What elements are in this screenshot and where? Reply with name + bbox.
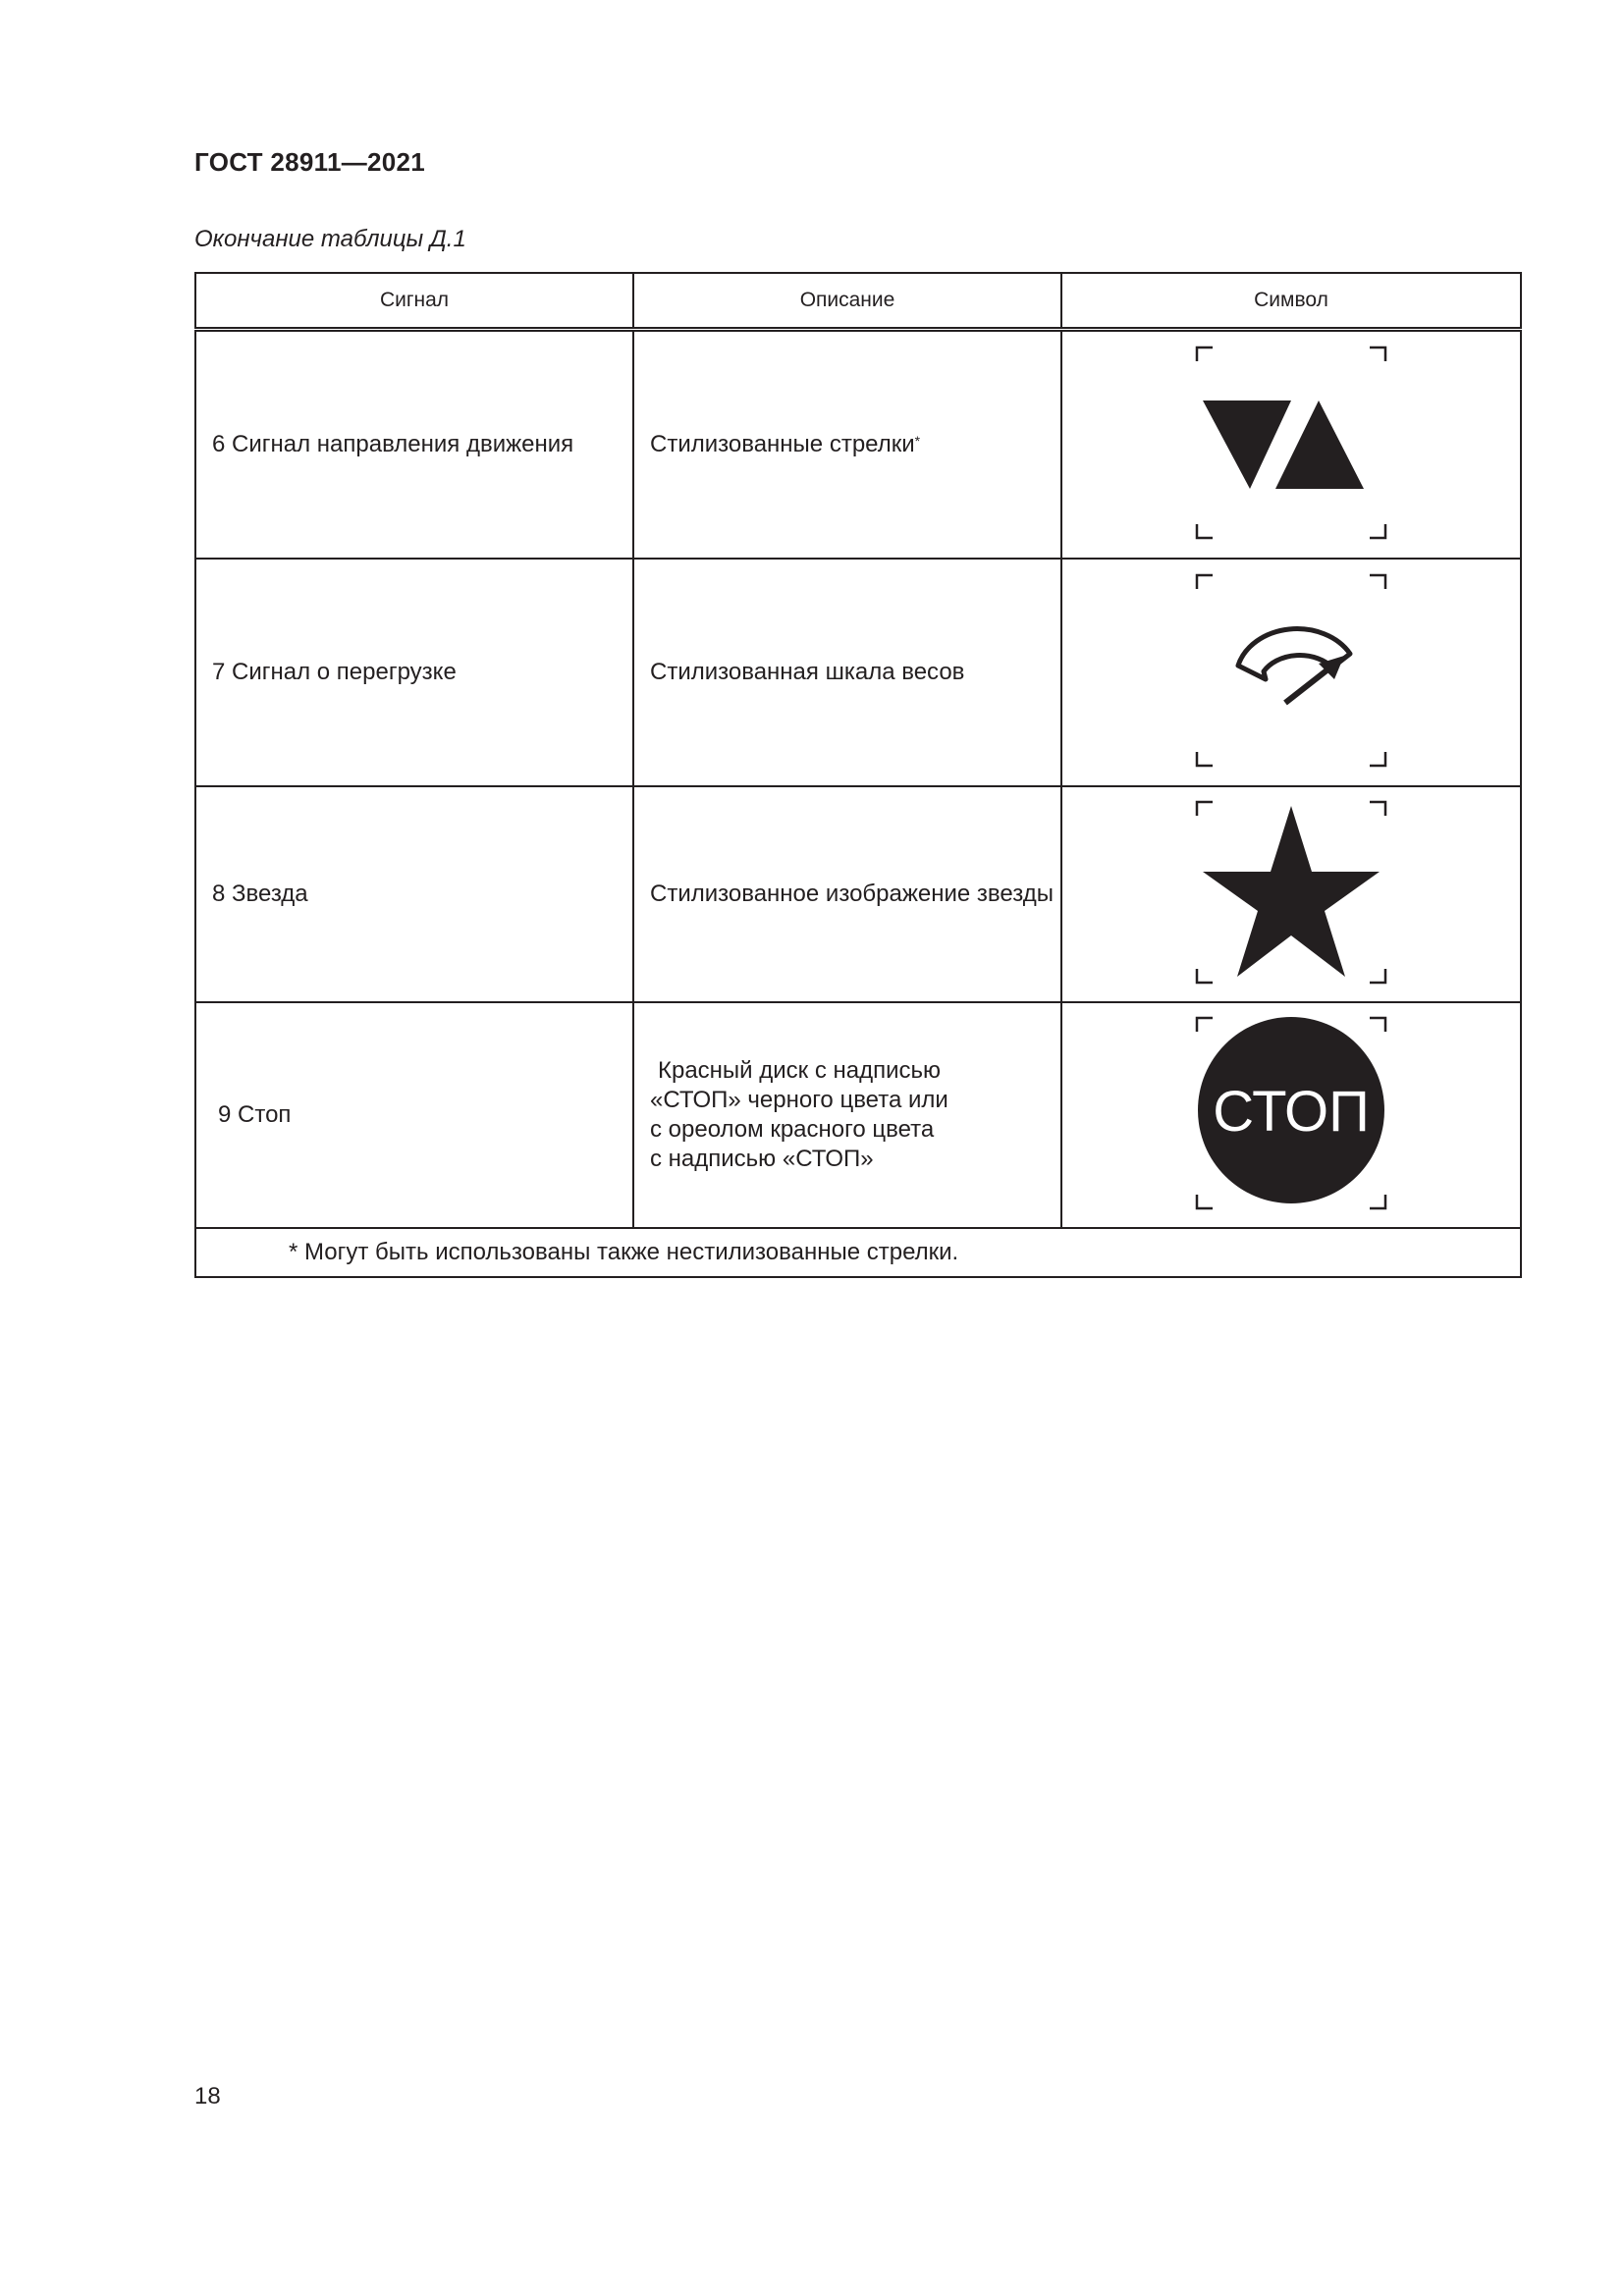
stop-label: СТОП <box>1213 1080 1370 1144</box>
description-line: Красный диск с надписью <box>658 1057 942 1084</box>
symbol-cell <box>1061 786 1521 1002</box>
signal-cell: 7 Сигнал о перегрузке <box>195 559 633 786</box>
signal-cell: 9 Стоп <box>195 1002 633 1228</box>
table-caption: Окончание таблицы Д.1 <box>194 226 466 252</box>
description-line: «СТОП» черного цвета или <box>650 1087 948 1113</box>
page-number: 18 <box>194 2083 221 2109</box>
direction-arrows-icon <box>1183 342 1399 548</box>
signal-cell: 6 Сигнал направления движения <box>195 330 633 560</box>
signal-cell: 8 Звезда <box>195 786 633 1002</box>
table-row <box>195 559 1521 786</box>
footnote-mark: * <box>914 433 921 449</box>
document-header: ГОСТ 28911—2021 <box>194 147 426 177</box>
scale-gauge-icon <box>1183 569 1399 775</box>
description-text: Стилизованные стрелки <box>650 431 915 457</box>
description-line: с надписью «СТОП» <box>650 1146 874 1172</box>
star-icon <box>1183 796 1399 992</box>
description-cell <box>633 330 1061 560</box>
table-row <box>195 330 1521 560</box>
description-cell: Стилизованная шкала весов <box>633 559 1061 786</box>
table-row <box>195 786 1521 1002</box>
signals-table <box>194 272 1522 1278</box>
stop-disc-icon <box>1183 1012 1399 1218</box>
description-line: с ореолом красного цвета <box>650 1116 935 1143</box>
column-header-symbol: Символ <box>1061 273 1521 330</box>
symbol-cell <box>1061 559 1521 786</box>
symbol-cell <box>1061 1002 1521 1228</box>
column-header-description: Описание <box>633 273 1061 330</box>
table-row <box>195 1002 1521 1228</box>
description-cell <box>633 1002 1061 1228</box>
table-header-row <box>195 273 1521 330</box>
description-cell: Стилизованное изображение звезды <box>633 786 1061 1002</box>
symbol-cell <box>1061 330 1521 560</box>
footnote-row <box>195 1228 1521 1277</box>
column-header-signal: Сигнал <box>195 273 633 330</box>
table-footnote: * Могут быть использованы также нестилизованные стрелки. <box>195 1228 1521 1277</box>
